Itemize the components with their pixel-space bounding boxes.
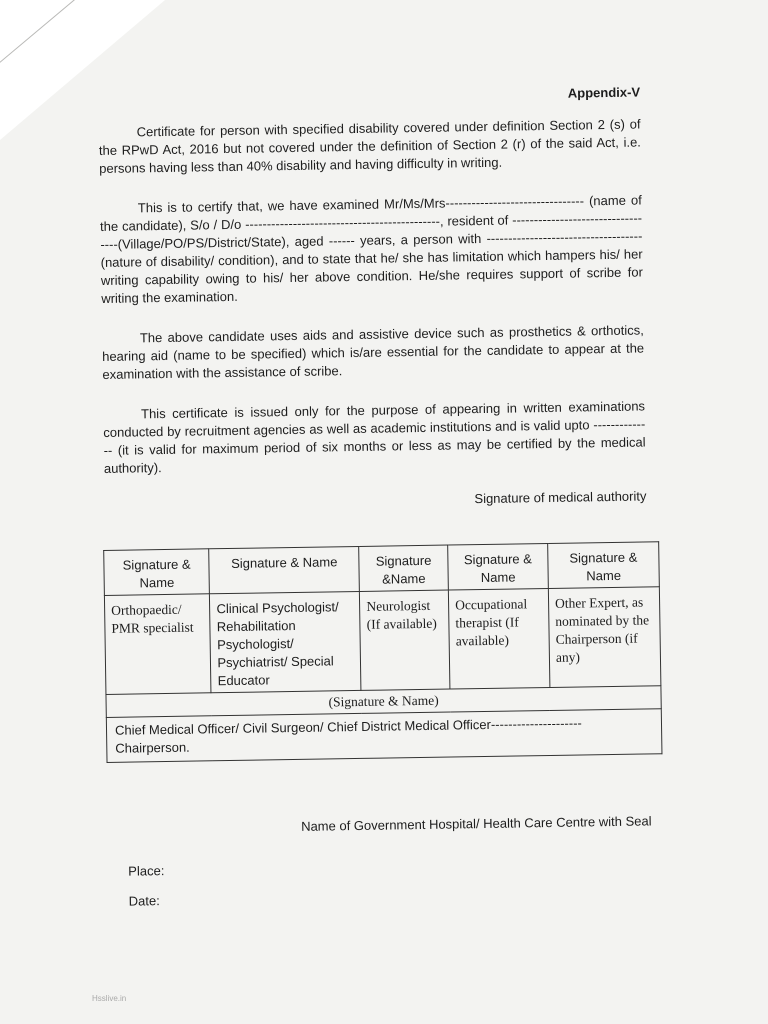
orthopaedic-cell: Orthopaedic/ PMR specialist [104, 594, 211, 695]
aids-paragraph: The above candidate uses aids and assistive device such as prosthetics & orthotics, hearing aid (name to be specified) which is/are essential for the candidate to appear at the examination with the assistance of scribe. [102, 322, 645, 382]
appendix-heading: Appendix-V [567, 84, 641, 101]
header-cell: Signature & Name [448, 543, 549, 590]
signature-table [103, 541, 662, 763]
signature-name-row: (Signature & Name) [106, 686, 661, 718]
document-body [98, 83, 653, 910]
occupational-therapist-cell: Occupational therapist (If available) [448, 588, 549, 689]
header-cell: Signature & Name [548, 542, 660, 589]
chief-officer-line: Chief Medical Officer/ Civil Surgeon/ Chief District Medical Officer--------------------- [114, 715, 582, 738]
psychologist-cell: Clinical Psychologist/ Rehabilitation Psychologist/ Psychiatrist/ Special Educator [210, 591, 361, 692]
validity-paragraph: This certificate is issued only for the purpose of appearing in written examinations conducted by recruitment agencies as well as academic institutions and is valid upto -------------- (it is valid for maximum period of six months or less as may be certified by the medical authority). [103, 398, 646, 476]
place-label: Place: [128, 863, 165, 879]
table-row [106, 709, 662, 763]
table-row [104, 587, 660, 695]
chairperson-cell [106, 709, 662, 763]
date-label: Date: [128, 893, 160, 909]
other-expert-cell: Other Expert, as nominated by the Chairperson (if any) [548, 587, 661, 688]
certify-paragraph: This is to certify that, we have examined Mr/Ms/Mrs-------------------------------- (name of the candidate), S/o / D/o ---------------------------------------------, resident of ----------------------------------(Village/PO/PS/District/State), aged ------ years, a person with ------------------------------------(nature of disability/ condition), and to state that he/ she has limitation which hampers his/ her writing capability owing to his/ her above condition. He/she requires support of scribe for writing the examination. [99, 192, 644, 306]
chairperson-label: Chairperson. [115, 739, 190, 756]
neurologist-cell: Neurologist (If available) [360, 590, 450, 690]
hospital-seal-line: Name of Government Hospital/ Health Care Centre with Seal [301, 813, 652, 834]
medical-authority-signature: Signature of medical authority [474, 488, 647, 507]
watermark: Hsslive.in [92, 994, 127, 1003]
header-cell: Signature & Name [104, 549, 210, 596]
header-cell: Signature &Name [359, 545, 448, 591]
intro-paragraph: Certificate for person with specified disability covered under definition Section 2 (s) of the RPwD Act, 2016 but not covered under the definition of Section 2 (r) of the said Act, i.e. persons having less than 40% disability and having difficulty in writing. [98, 116, 641, 176]
header-cell: Signature & Name [209, 546, 360, 593]
